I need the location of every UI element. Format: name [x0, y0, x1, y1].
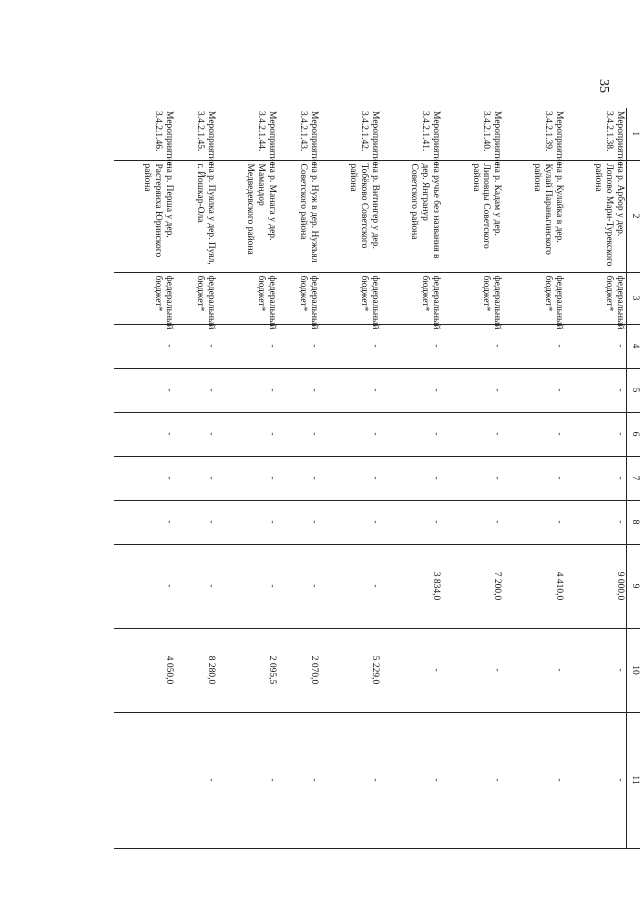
- amount-cell: -: [217, 500, 278, 544]
- funding-source-cell: федеральный бюджет*: [503, 272, 564, 324]
- amount-cell: -: [503, 456, 564, 500]
- amount-cell: -: [217, 324, 278, 368]
- column-header: 8: [627, 500, 640, 544]
- amount-cell: -: [565, 456, 627, 500]
- page-number: 35: [596, 79, 611, 93]
- amount-cell: 8 280,0: [175, 628, 217, 712]
- amount-cell: 4 050,0: [114, 628, 175, 712]
- location-cell: на р. Кадам у дер. Липовцы Советского района: [442, 160, 503, 272]
- amount-cell: -: [278, 324, 320, 368]
- column-header: 10: [627, 628, 640, 712]
- amount-cell: -: [114, 412, 175, 456]
- amount-cell: -: [114, 500, 175, 544]
- amount-cell: -: [320, 500, 381, 544]
- amount-cell: -: [217, 456, 278, 500]
- funding-table: [114, 108, 640, 849]
- amount-cell: -: [442, 456, 503, 500]
- measure-id-cell: Мероприятие 3.4.2.1.41.: [420, 111, 442, 166]
- column-header: 2: [627, 160, 640, 272]
- amount-cell: -: [381, 324, 442, 368]
- amount-cell: -: [442, 712, 503, 848]
- header-row: [627, 108, 640, 848]
- amount-cell: -: [320, 456, 381, 500]
- table-row: [442, 108, 503, 848]
- amount-cell: -: [175, 324, 217, 368]
- funding-source-cell: федеральный бюджет*: [217, 272, 278, 324]
- amount-cell: -: [175, 456, 217, 500]
- amount-cell: -: [278, 500, 320, 544]
- amount-cell: -: [503, 500, 564, 544]
- amount-cell: -: [278, 456, 320, 500]
- amount-cell: [114, 712, 175, 848]
- funding-source-cell: федеральный бюджет*: [442, 272, 503, 324]
- measure-id-cell: Мероприятие 3.4.2.1.46.: [153, 111, 175, 166]
- amount-cell: -: [175, 500, 217, 544]
- table-row: [503, 108, 564, 848]
- amount-cell: -: [381, 628, 442, 712]
- amount-cell: 2 095,5: [217, 628, 278, 712]
- amount-cell: -: [320, 368, 381, 412]
- amount-cell: -: [217, 544, 278, 628]
- amount-cell: -: [503, 628, 564, 712]
- amount-cell: 3 834,0: [381, 544, 442, 628]
- column-header: 4: [627, 324, 640, 368]
- amount-cell: -: [381, 368, 442, 412]
- amount-cell: -: [442, 324, 503, 368]
- location-cell: на р. Манага у дер. Мамандор Медведевского района: [217, 160, 278, 272]
- amount-cell: 2 070,0: [278, 628, 320, 712]
- amount-cell: -: [442, 628, 503, 712]
- amount-cell: -: [503, 412, 564, 456]
- amount-cell: 5 229,0: [320, 628, 381, 712]
- measure-id-cell: Мероприятие 3.4.2.1.38.: [604, 111, 625, 166]
- amount-cell: -: [442, 368, 503, 412]
- amount-cell: -: [381, 500, 442, 544]
- table-row: [278, 108, 320, 848]
- column-header: 5: [627, 368, 640, 412]
- funding-source-cell: федеральный бюджет*: [278, 272, 320, 324]
- amount-cell: -: [278, 544, 320, 628]
- table-row: [381, 108, 442, 848]
- amount-cell: -: [114, 456, 175, 500]
- amount-cell: -: [503, 712, 564, 848]
- amount-cell: -: [503, 368, 564, 412]
- measure-id-cell: Мероприятие 3.4.2.1.45.: [195, 111, 217, 166]
- amount-cell: -: [175, 712, 217, 848]
- funding-source-cell: федеральный бюджет*: [114, 272, 175, 324]
- amount-cell: -: [381, 412, 442, 456]
- amount-cell: -: [114, 368, 175, 412]
- amount-cell: -: [320, 544, 381, 628]
- location-cell: на р. Пуялка у дер. Пуял, г. Йошкар-Ола: [175, 160, 217, 272]
- table-row: [114, 108, 175, 848]
- amount-cell: 7 200,0: [442, 544, 503, 628]
- amount-cell: -: [114, 544, 175, 628]
- amount-cell: 9 000,0: [565, 544, 627, 628]
- funding-source-cell: федеральный бюджет*: [320, 272, 381, 324]
- amount-cell: -: [217, 368, 278, 412]
- measure-id-cell: Мероприятие 3.4.2.1.39.: [542, 111, 564, 166]
- amount-cell: -: [442, 412, 503, 456]
- funding-source-cell: федеральный бюджет*: [175, 272, 217, 324]
- measure-id-cell: Мероприятие 3.4.2.1.44.: [256, 111, 278, 166]
- amount-cell: -: [320, 412, 381, 456]
- table-row: [565, 108, 627, 848]
- column-header: 6: [627, 412, 640, 456]
- amount-cell: -: [278, 368, 320, 412]
- amount-cell: -: [175, 368, 217, 412]
- rotated-table-wrapper: [114, 108, 640, 848]
- amount-cell: -: [320, 324, 381, 368]
- measure-id-cell: Мероприятие 3.4.2.1.40.: [481, 111, 503, 166]
- amount-cell: -: [175, 412, 217, 456]
- location-cell: на р. Нуж в дер. Нужъял Советского района: [278, 160, 320, 272]
- amount-cell: -: [381, 456, 442, 500]
- amount-cell: -: [278, 412, 320, 456]
- amount-cell: -: [278, 712, 320, 848]
- amount-cell: -: [565, 500, 627, 544]
- location-cell: на р. Кулайка в дер. Кулай Параньгинского района: [503, 160, 564, 272]
- amount-cell: -: [320, 712, 381, 848]
- location-cell: на р. Арбор у дер. Лопово Мари-Турекского района: [565, 160, 627, 272]
- column-header: 1: [627, 108, 640, 160]
- table-row: [175, 108, 217, 848]
- measure-id-cell: Мероприятие 3.4.2.1.43.: [298, 111, 320, 166]
- column-header: 7: [627, 456, 640, 500]
- column-header: 9: [627, 544, 640, 628]
- table-row: [320, 108, 381, 848]
- amount-cell: -: [381, 712, 442, 848]
- amount-cell: -: [565, 712, 627, 848]
- location-cell: на ручье без названия в дер. Янгранур Советского района: [381, 160, 442, 272]
- amount-cell: -: [565, 412, 627, 456]
- funding-source-cell: федеральный бюджет*: [381, 272, 442, 324]
- amount-cell: 4 410,0: [503, 544, 564, 628]
- amount-cell: -: [503, 324, 564, 368]
- amount-cell: -: [565, 628, 627, 712]
- column-header: 11: [627, 712, 640, 848]
- column-header: 3: [627, 272, 640, 324]
- funding-source-cell: федеральный бюджет*: [565, 272, 627, 324]
- location-cell: на р. Перша у дер. Растеряиха Юринского района: [114, 160, 175, 272]
- location-cell: на р. Витингер у дер. Тобёково Советского района: [320, 160, 381, 272]
- amount-cell: -: [442, 500, 503, 544]
- measure-id-cell: Мероприятие 3.4.2.1.42.: [359, 111, 381, 166]
- amount-cell: -: [175, 544, 217, 628]
- amount-cell: -: [114, 324, 175, 368]
- amount-cell: -: [565, 324, 627, 368]
- table-row: [217, 108, 278, 848]
- amount-cell: -: [565, 368, 627, 412]
- amount-cell: -: [217, 712, 278, 848]
- amount-cell: -: [217, 412, 278, 456]
